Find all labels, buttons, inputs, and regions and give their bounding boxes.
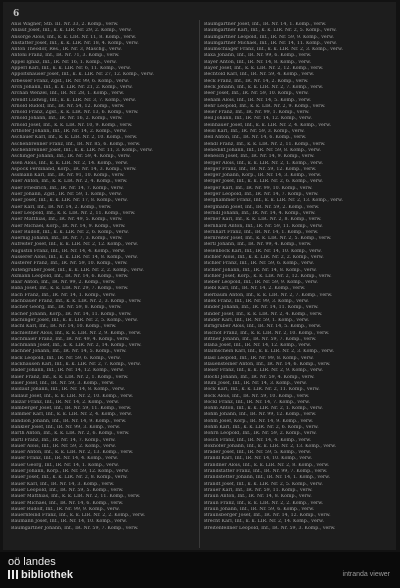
register-entry: Baumschlager Franz, Inf., k. k. LIR. Nr. 2, 3. Komp., verw. — [204, 47, 343, 53]
register-entry: Blasl Leopold, Inf., IR. Nr. 99, 8. Komp., verw. — [204, 355, 314, 361]
logo-text-line2 — [8, 569, 73, 581]
register-entry: Bischof Franz, Inf., k. k. LIR. Nr. 2, 10. Komp., verw. — [204, 330, 330, 336]
register-entry: Beck Johann, Inf., k. k. LIR. Nr. 2, 7. Komp., verw. — [204, 84, 324, 90]
register-entry: Beck Franz, Inf., IR. Nr. 14, 2. Komp., verw. — [204, 78, 309, 84]
register-entry: Arnold Franz, Zgsf., k. k. LIR. Nr. 13, 6. Komp., verw. — [11, 110, 139, 116]
register-entry: Anstatter Josef, Inf., k. k. LIR. Nr. 18, 4. Komp., verw. — [11, 40, 139, 46]
column-divider — [199, 20, 200, 548]
register-entry: Bartl Franz, Inf., IR. Nr. 14, 7. Komp., verw. — [11, 437, 116, 443]
register-entry: Berger Leopold, Inf., IR. Nr. 14, 7. Komp., verw. — [204, 192, 319, 198]
register-entry: Bohrn Leopold, Inf., IR. Nr. 59, 2. Komp., verw. — [204, 431, 317, 437]
register-entry: Bösch Franz, Inf., IR. Nr. 14, 4. Komp., verw. — [204, 437, 312, 443]
register-entry: Bachner Johann, Inf., IR. Nr. 14, 5. Komp., verw. — [11, 349, 127, 355]
register-entry: Baier Franz, Inf., k. k. LIR. Nr. 2, 1. Komp., verw. — [11, 374, 129, 380]
register-entry: Bauernfeind Franz, Inf., k. k. LIR. Nr. 2, 2. Komp., verw. — [11, 513, 146, 519]
register-entry: Autengruber Josef, Inf., k. k. LIR. Nr. 2, 2. Komp., verw. — [11, 267, 144, 273]
register-entry: Böhm Anton, Inf., k. k. LIR. Nr. 2, 1. Komp., verw. — [204, 406, 323, 412]
register-entry: Binder Josef, Inf., k. k. LIR. Nr. 2, 4. Komp., verw. — [204, 311, 323, 317]
register-entry: Böhm Josef, Korp., IR. Nr. 14, 9. Komp., verw. — [204, 418, 314, 424]
register-entry: Baar Anton, Inf., IR. Nr. 99, 2. Komp., verw. — [11, 280, 116, 286]
logo-bars-icon — [8, 570, 19, 579]
register-entry: Brader Josef, Inf., IR. Nr. 59, 5. Komp., verw. — [204, 450, 312, 456]
register-entry: Bauer Matthias, Inf., k. k. LIR. Nr. 2, 11. Komp., verw. — [11, 494, 141, 500]
register-entry: Appel Ignaz, Inf., IR. Nr. 16, 1. Komp., verw. — [11, 59, 117, 65]
register-entry: Baumgartner Karl, Inf., k. k. LIR. Nr. 2, 5. Komp., verw. — [204, 28, 337, 34]
register-entry: Bacher Johann, Korp., IR. Nr. 14, 11. Komp., verw. — [11, 311, 132, 317]
logo-text-bibliothek: bibliothek — [21, 569, 73, 581]
register-entry: Bandion Johann, Inf., IR. Nr. 14, 9. Komp., verw. — [11, 418, 127, 424]
register-entry: Bernreiter Josef, Inf., k. k. LIR. Nr. 2, 5. Komp., verw. — [204, 236, 332, 242]
register-entry: Bieber Leopold, Inf., IR. Nr. 59, 9. Komp., verw. — [204, 280, 318, 286]
register-entry: Bierbaum Anton, Inf., k. k. LIR. Nr. 2, 7. Komp., verw. — [204, 292, 333, 298]
register-entry: Backhausen Karl, Inf., k. k. LIR. Nr. 2, 7. Komp., verw. — [11, 362, 141, 368]
register-entry: Archan Wenzel, Inf., IR. Nr. 28, 1. Komp., verw. — [11, 91, 125, 97]
register-entry: Aspöck Ferdinand, Korp., IR. Nr. 14, 3. Komp., verw. — [11, 166, 137, 172]
register-entry: Berger Johann, Korp., IR. Nr. 14, 3. Komp., verw. — [204, 173, 322, 179]
register-entry: Aschenbrenner Franz, Inf., IR. Nr. 85, 6. Komp., verw. — [11, 141, 141, 147]
register-entry: Bichler Franz, Inf., IR. Nr. 59, 6. Komp., verw. — [204, 261, 315, 267]
register-entry: Arch Johann, Inf., k. k. LIR. Nr. 21, 2. Komp., verw. — [11, 84, 133, 90]
register-entry: Arbesser Franz, Zgsf., IR. Nr. 99, 6. Komp., verw. — [11, 78, 129, 84]
register-entry: Brandstetter Johann, Inf., IR. Nr. 14, 1. Komp., verw. — [204, 475, 331, 481]
register-entry: Bergmann Josef, Inf., IR. Nr. 59, 2. Komp., verw. — [204, 204, 320, 210]
register-entry: Brauer Karl, Inf., IR. Nr. 59, 11. Komp., verw. — [204, 487, 313, 493]
register-entry: Bechtold Karl, Inf., IR. Nr. 59, 4. Komp., verw. — [204, 72, 315, 78]
register-entry: Bauer Michael, Inf., IR. Nr. 14, 6. Komp., verw. — [11, 500, 124, 506]
register-entry: Baumgartner Johann, Inf., IR. Nr. 59, 7. Komp., verw. — [11, 525, 139, 531]
register-entry: Antoni Franz, Inf., IR. Nr. 71, 3. Komp., verw. — [11, 53, 120, 59]
register-entry: Brandt Josef, Inf., k. k. LIR. Nr. 2, 5. Komp., verw. — [204, 481, 323, 487]
register-entry: Blauensteiner Anton, Inf., IR. Nr. 14, 6. Komp., verw. — [204, 362, 331, 368]
register-entry: Braun Johann, Inf., IR. Nr. 59, 6. Komp., verw. — [204, 506, 315, 512]
register-entry: Aschauer Karl, Inf., k. k. LIR. Nr. 2, 10. Komp., verw. — [11, 135, 138, 141]
register-entry: Auer Josef, Inf., k. k. LIR. Nr. 17, 8. Komp., verw. — [11, 198, 128, 204]
register-entry: Bilek Franz, Inf., IR. Nr. 99, 3. Komp., verw. — [204, 299, 309, 305]
register-entry: Blaha Josef, Inf., IR. Nr. 14, 12. Komp., verw. — [204, 343, 312, 349]
register-entry: Anlauf Josef, Inf., k. k. LIR. Nr. 29, 2. Komp., verw. — [11, 28, 132, 34]
register-entry: Bauer Anton, Inf., k. k. LIR. Nr. 2, 13. Komp., verw. — [11, 450, 134, 456]
register-entry: Arnold Josef, Inf., k. k. LIR. Nr. 10, 9. Komp., verw. — [11, 122, 133, 128]
register-entry: Auer Friedrich, Inf., IR. Nr. 14, 7. Komp., verw. — [11, 185, 124, 191]
register-entry: Bauer Rudolf, Inf., IR. Nr. 99, 9. Komp., verw. — [11, 506, 120, 512]
register-entry: Appoltshauser Josef, Inf., k. k. LIR. Nr. 27, 12. Komp., verw. — [11, 72, 154, 78]
register-entry: Baxa Johann, Inf., IR. Nr. 99, 6. Komp., verw. — [204, 53, 312, 59]
register-entry: Auer Karl, Inf., IR. Nr. 14, 2. Komp., verw. — [11, 204, 112, 210]
register-entry: Arnold Johann, Inf., IR. Nr. 16, 2. Komp., verw. — [11, 116, 123, 122]
register-entry: Bauer Josef, Inf., k. k. LIR. Nr. 2, 8. Komp., verw. — [11, 475, 128, 481]
register-entry: Bernhard Anton, Inf., IR. Nr. 59, 11. Komp., verw. — [204, 223, 323, 229]
register-entry: Benedikt Johann, Inf., IR. Nr. 59, 8. Komp., verw. — [204, 147, 321, 153]
register-entry: Bach Franz, Inf., IR. Nr. 14, 1. Komp., verw. — [11, 292, 116, 298]
register-entry: Auer Johann, Zgsf., IR. Nr. 59, 1. Komp., verw. — [11, 192, 122, 198]
register-entry: Beil Johann, Inf., IR. Nr. 14, 12. Komp., verw. — [204, 116, 312, 122]
register-entry: Bamberger Josef, Inf., IR. Nr. 59, 11. Komp., verw. — [11, 406, 132, 412]
register-entry: Brandner Alois, Inf., k. k. LIR. Nr. 2, 8. Komp., verw. — [204, 462, 330, 468]
register-entry: Bachbauer Franz, Inf., k. k. LIR. Nr. 2, 3. Komp., verw. — [11, 299, 142, 305]
register-entry: Beer Josef, Inf., IR. Nr. 59, 10. Komp., verw. — [204, 91, 309, 97]
register-entry: Blaimschein Karl, Inf., k. k. LIR. Nr. 2, 3. Komp., verw. — [204, 349, 335, 355]
register-entry: Ausserer Alois, Inf., k. k. LIR. Nr. 14, 8. Komp., verw. — [11, 254, 138, 260]
register-entry: Baba Josef, Inf., k. k. LIR. Nr. 29, 7. Komp., verw. — [11, 286, 129, 292]
register-entry: Ansorge Alois, Inf., k. k. LIR. Nr. 11, 8. Komp., verw. — [11, 34, 137, 40]
register-entry: Assmann Karl, Inf., IR. Nr. 91, 10. Komp., verw. — [11, 173, 125, 179]
register-entry: Böhm Johann, Inf., IR. Nr. 99, 12. Komp., verw. — [204, 412, 317, 418]
register-entry: Baier Josef, Inf., IR. Nr. 59, 3. Komp., verw. — [11, 380, 115, 386]
register-entry: Bichler Josef, Korp., k. k. LIR. Nr. 2, 12. Komp., verw. — [204, 273, 332, 279]
register-entry: Brandstätter Franz, Inf., IR. Nr. 99, 7. Komp., verw. — [204, 469, 328, 475]
register-entry: Bayer Josef, Inf., k. k. LIR. Nr. 2, 12. Komp., verw. — [204, 66, 324, 72]
register-entry: Ballauf Josef, Inf., k. k. LIR. Nr. 2, 10. Komp., verw. — [11, 393, 134, 399]
register-entry: Anis Wagner, Stb. III. Nr. 33, 2. Komp., verw. — [11, 22, 119, 27]
viewer-label: intranda viewer — [342, 571, 390, 578]
register-entry: Bachinger Josef, Inf., k. k. LIR. Nr. 2, 5. Komp., verw. — [11, 317, 138, 323]
register-entry: Brecht Karl, Inf., k. k. LIR. Nr. 2, 14. Komp., verw. — [204, 519, 325, 525]
register-entry: Besenböck Karl, Inf., IR. Nr. 14, 10. Komp., verw. — [204, 248, 322, 254]
document-page — [3, 2, 396, 550]
register-entry: Bertl Johann, Inf., IR. Nr. 99, 4. Komp., verw. — [204, 242, 312, 248]
register-entry: Arthofer Johann, Inf., IR. Nr. 14, 2. Komp., verw. — [11, 129, 127, 135]
left-column — [11, 22, 192, 548]
register-entry: Austerer Franz, Inf., IR. Nr. 59, 10. Komp., verw. — [11, 261, 128, 267]
register-entry: Bammer Karl, Inf., k. k. LIR. Nr. 2, 4. Komp., verw. — [11, 412, 133, 418]
register-entry: Bauer Alois, Inf., IR. Nr. 59, 2. Komp., verw. — [11, 443, 116, 449]
register-entry: Baumgartner Michael, Inf., IR. Nr. 14, 11. Komp., verw. — [204, 40, 337, 46]
register-entry: Baumgartner Leopold, Inf., IR. Nr. 59, 9. Komp., verw. — [204, 34, 334, 40]
logo-text-line1: oö landes — [8, 556, 56, 568]
register-entry: Blum Josef, Inf., IR. Nr. 14, 3. Komp., verw. — [204, 380, 307, 386]
register-entry: Brandl Karl, Inf., IR. Nr. 14, 10. Komp., verw. — [204, 456, 313, 462]
register-entry: Bankler Josef, Inf., IR. Nr. 99, 3. Komp., verw. — [11, 425, 121, 430]
register-entry: Binder Johann, Inf., IR. Nr. 14, 11. Komp., verw. — [204, 305, 319, 311]
register-entry: Braun Franz, Inf., k. k. LIR. Nr. 2, 2. Komp., verw. — [204, 500, 324, 506]
register-entry: Auer Leopold, Inf., k. k. LIR. Nr. 2, 11. Komp., verw. — [11, 210, 136, 216]
register-entry: Bachl Karl, Inf., IR. Nr. 14, 10. Komp., verw. — [11, 324, 117, 330]
register-entry: Bauer Georg, Inf., IR. Nr. 14, 1. Komp., verw. — [11, 462, 119, 468]
register-entry: Bleier Franz, Inf., k. k. LIR. Nr. 2, 9. Komp., verw. — [204, 368, 324, 374]
register-entry: Bachleitner Alois, Inf., k. k. LIR. Nr. 2, 9. Komp., verw. — [11, 330, 142, 336]
register-entry: Berner Karl, Inf., k. k. LIR. Nr. 2, 8. Komp., verw. — [204, 217, 322, 223]
register-entry: Bichler Alois, Inf., k. k. LIR. Nr. 2, 2. Komp., verw. — [204, 254, 324, 260]
register-entry: Bader Johann, Inf., IR. Nr. 14, 12. Komp., verw. — [11, 368, 124, 374]
register-entry: Bittner Johann, Inf., IR. Nr. 59, 7. Komp., verw. — [204, 336, 317, 342]
register-entry: Boxhofer Johann, Inf., k. k. LIR. Nr. 2, 13. Komp., verw. — [204, 443, 337, 449]
register-entry: Biebl Karl, Inf., IR. Nr. 14, 2. Komp., verw. — [204, 286, 306, 292]
register-entry: Bauer Johann, Korp., IR. Nr. 59, 12. Komp., verw. — [11, 469, 129, 475]
register-entry: Benesch Josef, Inf., IR. Nr. 14, 9. Komp., verw. — [204, 154, 315, 160]
register-entry: Beinhauer Josef, Inf., k. k. LIR. Nr. 2, 4. Komp., verw. — [204, 122, 332, 128]
register-entry: Braun Anton, Inf., IR. Nr. 14, 8. Komp., verw. — [204, 494, 312, 500]
register-entry: Bichler Johann, Inf., IR. Nr. 14, 8. Komp., verw. — [204, 267, 317, 273]
register-entry: Bayer Anton, Inf., IR. Nr. 14, 8. Komp., verw. — [204, 59, 312, 65]
register-entry: Bacher Georg, Inf., IR. Nr. 59, 8. Komp., verw. — [11, 305, 122, 311]
register-entry: Böhm Karl, Inf., k. k. LIR. Nr. 2, 6. Komp., verw. — [204, 425, 319, 430]
register-entry: Bernhart Franz, Inf., IR. Nr. 14, 1. Komp., verw. — [204, 229, 319, 235]
register-entry: Berger Karl, Inf., IR. Nr. 99, 10. Komp., verw. — [204, 185, 313, 191]
register-entry: Bauer Leopold, Inf., IR. Nr. 59, 5. Komp., verw. — [11, 487, 124, 493]
register-entry: Binder Karl, Inf., IR. Nr. 59, 1. Komp., verw. — [204, 317, 310, 323]
register-entry: Böck Alois, Inf., IR. Nr. 59, 10. Komp., verw. — [204, 393, 310, 399]
register-entry: Bauer Karl, Inf., IR. Nr. 14, 3. Komp., verw. — [11, 481, 115, 487]
register-entry: Augustin Franz, Inf., IR. Nr. 14, 4. Komp., verw. — [11, 248, 126, 254]
register-entry: Auer Anton, Inf., k. k. LIR. Nr. 2, 4. Komp., verw. — [11, 179, 128, 185]
register-entry: Bell Anton, Inf., IR. Nr. 14, 6. Komp., verw. — [204, 135, 307, 141]
register-entry: Baumgartner Josef, Inf., IR. Nr. 14, 1. Komp., verw. — [204, 22, 327, 27]
register-entry: Braunsberger Josef, Inf., IR. Nr. 14, 12. Komp., verw. — [204, 513, 331, 519]
register-entry: Asen Alois, Inf., k. k. LIR. Nr. 2, 14. Komp., verw. — [11, 160, 129, 166]
register-entry: Auer Michael, Korp., IR. Nr. 14, 9. Komp., verw. — [11, 223, 126, 229]
register-entry: Auer Matthias, Inf., IR. Nr. 49, 5. Komp., verw. — [11, 217, 123, 223]
register-entry: Aschinger Johann, Inf., IR. Nr. 59, 4. Komp., verw. — [11, 154, 131, 160]
register-entry: Auer Rudolf, Inf., k. k. LIR. Nr. 2, 6. Komp., verw. — [11, 229, 129, 235]
register-entry: Berndl Johann, Inf., IR. Nr. 14, 4. Komp., verw. — [204, 210, 316, 216]
register-entry: Barth Anton, Inf., k. k. LIR. Nr. 2, 6. Komp., verw. — [11, 431, 130, 437]
register-entry: Beier Franz, Inf., IR. Nr. 99, 1. Komp., verw. — [204, 110, 310, 116]
register-entry: Breitenfellner Leopold, Inf., IR. Nr. 59, 3. Komp., verw. — [204, 525, 336, 531]
register-entry: Birngruber Alois, Inf., IR. Nr. 14, 5. Komp., verw. — [204, 324, 322, 330]
page-number: 6 — [13, 9, 20, 19]
register-entry: Bendl Franz, Inf., k. k. LIR. Nr. 2, 11. Komp., verw. — [204, 141, 326, 147]
register-entry: Berger Josef, Inf., k. k. LIR. Nr. 2, 6. Komp., verw. — [204, 179, 323, 185]
register-entry: Bock Karl, Inf., k. k. LIR. Nr. 2, 11. Komp., verw. — [204, 387, 320, 393]
register-entry: Auernig Johann, Inf., IR. Nr. 7, 3. Komp., verw. — [11, 236, 123, 242]
register-entry: Anton Theodor, Res., IR. Nr. 3, Maschg., verw. — [11, 47, 122, 53]
register-entry: Beisl Karl, Inf., IR. Nr. 59, 3. Komp., verw. — [204, 129, 305, 135]
register-entry: Bauer Franz, Inf., IR. Nr. 14, 4. Komp., verw. — [11, 456, 119, 462]
register-entry: Axmann Leopold, Inf., IR. Nr. 14, 6. Komp., verw. — [11, 273, 129, 279]
right-column — [204, 22, 385, 548]
register-entry: Arnold Rudolf, Inf., IR. Nr. 54, 12. Komp., verw. — [11, 103, 125, 109]
library-logo[interactable] — [8, 556, 98, 586]
register-entry: Baldauf Johann, Inf., IR. Nr. 14, 8. Komp., verw. — [11, 387, 125, 393]
register-entry: Blöchl Johann, Inf., IR. Nr. 59, 4. Komp., verw. — [204, 374, 315, 380]
register-entry: Aschenbrenner Josef, Inf., k. k. LIR. Nr. 11, 3. Komp., verw. — [11, 147, 153, 153]
register-entry: Berghammer Franz, Inf., k. k. LIR. Nr. 2, 13. Komp., verw. — [204, 198, 344, 204]
register-entry: Berger Alois, Inf., k. k. LIR. Nr. 2, 1. Komp., verw. — [204, 160, 324, 166]
register-entry: Balzar Franz, Inf., IR. Nr. 14, 2. Komp., verw. — [11, 399, 120, 405]
register-entry: Böckl Franz, Inf., IR. Nr. 14, 7. Komp., verw. — [204, 399, 311, 405]
register-entry: Baumann Josef, Inf., IR. Nr. 14, 10. Komp., verw. — [11, 519, 128, 525]
register-entry: Bachmann Josef, Inf., k. k. LIR. Nr. 2, 14. Komp., verw. — [11, 343, 142, 349]
register-entry: Behr Leopold, Inf., k. k. LIR. Nr. 2, 9. Komp., verw. — [204, 103, 326, 109]
register-entry: Bäck Leopold, Inf., IR. Nr. 59, 6. Komp., verw. — [11, 355, 121, 361]
register-entry: Berger Franz, Inf., IR. Nr. 59, 12. Komp., verw. — [204, 166, 317, 172]
register-entry: Apperl Karl, Inf., k. k. LIR. Nr. 6, 11. Komp., verw. — [11, 66, 131, 72]
register-entry: Bachmaier Franz, Inf., IR. Nr. 49, 4. Komp., verw. — [11, 336, 130, 342]
register-entry: Beham Alois, Inf., IR. Nr. 14, 5. Komp., verw. — [204, 97, 312, 103]
register-entry: Aufreiter Josef, Inf., k. k. LIR. Nr. 2, 12. Komp., verw. — [11, 242, 139, 248]
register-entry: Arendt Ludwig, Inf., k. k. LIR. Nr. 3, 7. Komp., verw. — [11, 97, 136, 103]
